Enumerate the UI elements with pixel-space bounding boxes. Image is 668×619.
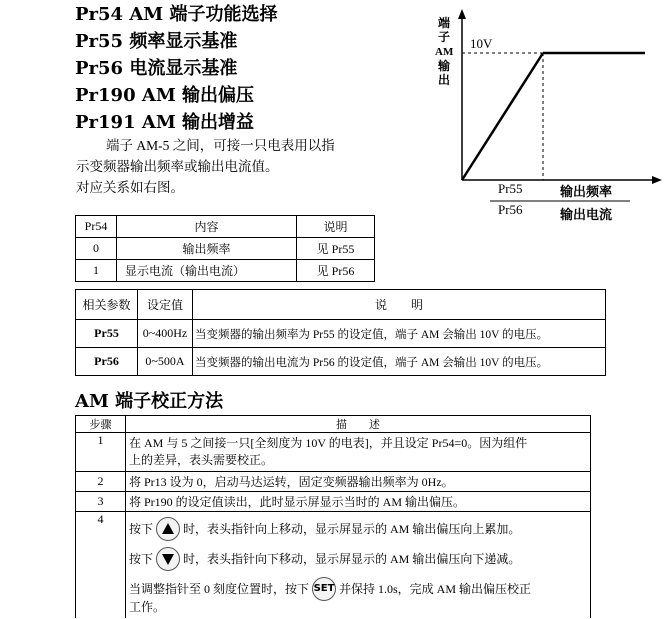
calib-step: 3: [76, 492, 126, 512]
params-cell: Pr55: [76, 320, 138, 348]
up-key-icon: [156, 517, 180, 541]
calib-desc: [126, 433, 591, 472]
params-cell: 0~400Hz: [138, 320, 193, 348]
step4-down-text: 时，表头指针向下移动，显示屏显示的 AM 输出偏压向下递减。: [183, 552, 521, 566]
table-row: [76, 512, 591, 619]
graph-x-arrow: [652, 176, 662, 184]
down-key-icon: [156, 547, 180, 571]
graph-xlabel-top: Pr55: [498, 181, 523, 196]
graph-y-value: 10V: [470, 36, 493, 51]
calib-step: 1: [76, 433, 126, 472]
params-cell: Pr56: [76, 348, 138, 376]
table-row: [76, 472, 591, 492]
params-cell: 当变频器的输出频率为 Pr55 的设定值，端子 AM 会输出 10V 的电压。: [193, 320, 606, 348]
graph-ylabel-2: 子: [438, 30, 451, 44]
pr54-table: [75, 215, 375, 282]
heading-pr190: Pr190 AM 输出偏压: [75, 85, 255, 106]
calib-step: 4: [76, 512, 126, 619]
graph-xdesc-top: 输出频率: [560, 185, 613, 200]
step4-up-text: 时，表头指针向上移动，显示屏显示的 AM 输出偏压向上累加。: [183, 522, 521, 536]
params-header-1: 设定值: [138, 290, 193, 320]
table-row: [76, 260, 375, 282]
calib-desc-line: 在 AM 与 5 之间接一只[全刻度为 10V 的电表]，并且设定 Pr54=0。因为组件: [129, 436, 528, 450]
set-key-icon: SET: [312, 577, 336, 601]
step4-up-line: [129, 514, 587, 544]
section-title: AM 端子校正方法: [75, 391, 224, 412]
calib-step: 2: [76, 472, 126, 492]
table-row: [76, 348, 606, 376]
step4-set-prefix: 当调整指针至 0 刻度位置时，按下: [129, 582, 310, 596]
graph-ylabel-3: AM: [435, 46, 454, 58]
calib-desc: 将 Pr13 设为 0，启动马达运转，固定变频器输出频率为 0Hz。: [126, 472, 591, 492]
graph-xdesc-bottom: 输出电流: [560, 208, 613, 223]
heading-pr55: Pr55 频率显示基准: [75, 31, 238, 52]
params-header-2: 说 明: [193, 290, 606, 320]
pr54-cell: 1: [76, 260, 117, 282]
intro-line-1: 端子 AM-5 之间，可接一只电表用以指: [106, 138, 335, 153]
step4-up-prefix: 按下: [129, 522, 154, 536]
pr54-cell: 见 Pr56: [297, 260, 375, 282]
table-row: [76, 320, 606, 348]
calib-desc: [126, 512, 591, 619]
graph-ylabel-4: 输: [438, 59, 451, 73]
table-row: [76, 433, 591, 472]
output-graph: [430, 5, 668, 225]
pr54-table-header-0: Pr54: [76, 216, 117, 238]
params-header-0: 相关参数: [76, 290, 138, 320]
step4-down-line: [129, 544, 587, 574]
calib-header-1: 描 述: [126, 416, 591, 433]
graph-svg: [430, 5, 668, 225]
params-cell: 当变频器的输出电流为 Pr56 的设定值，端子 AM 会输出 10V 的电压。: [193, 348, 606, 376]
heading-pr191: Pr191 AM 输出增益: [75, 112, 255, 133]
graph-ramp-line: [462, 53, 543, 180]
pr54-table-header-2: 说明: [297, 216, 375, 238]
calib-desc-line: 上的差异，表头需要校正。: [129, 453, 274, 467]
related-params-table: [75, 289, 606, 376]
params-cell: 0~500A: [138, 348, 193, 376]
calib-header-0: 步骤: [76, 416, 126, 433]
pr54-table-header-1: 内容: [117, 216, 297, 238]
graph-y-arrow: [458, 9, 466, 19]
heading-pr56: Pr56 电流显示基准: [75, 58, 238, 79]
calibration-table: [75, 415, 591, 618]
graph-xlabel-bottom: Pr56: [498, 202, 523, 217]
pr54-cell: 0: [76, 238, 117, 260]
graph-ylabel-1: 端: [438, 16, 451, 30]
heading-pr54: Pr54 AM 端子功能选择: [75, 4, 278, 25]
pr54-cell: 显示电流（输出电流）: [117, 260, 297, 282]
table-row: [76, 492, 591, 512]
pr54-cell: 输出频率: [117, 238, 297, 260]
pr54-cell: 见 Pr55: [297, 238, 375, 260]
step4-set-text: 并保持 1.0s，完成 AM 输出偏压校正: [339, 582, 532, 596]
intro-line-3: 对应关系如右图。: [76, 180, 184, 195]
step4-set-line2: 工作。: [129, 600, 166, 614]
calib-desc: 将 Pr190 的设定值读出，此时显示屏显示当时的 AM 输出偏压。: [126, 492, 591, 512]
step4-down-prefix: 按下: [129, 552, 154, 566]
table-row: [76, 238, 375, 260]
graph-ylabel-5: 出: [438, 73, 451, 87]
intro-line-2: 示变频器输出频率或输出电流值。: [76, 159, 279, 174]
